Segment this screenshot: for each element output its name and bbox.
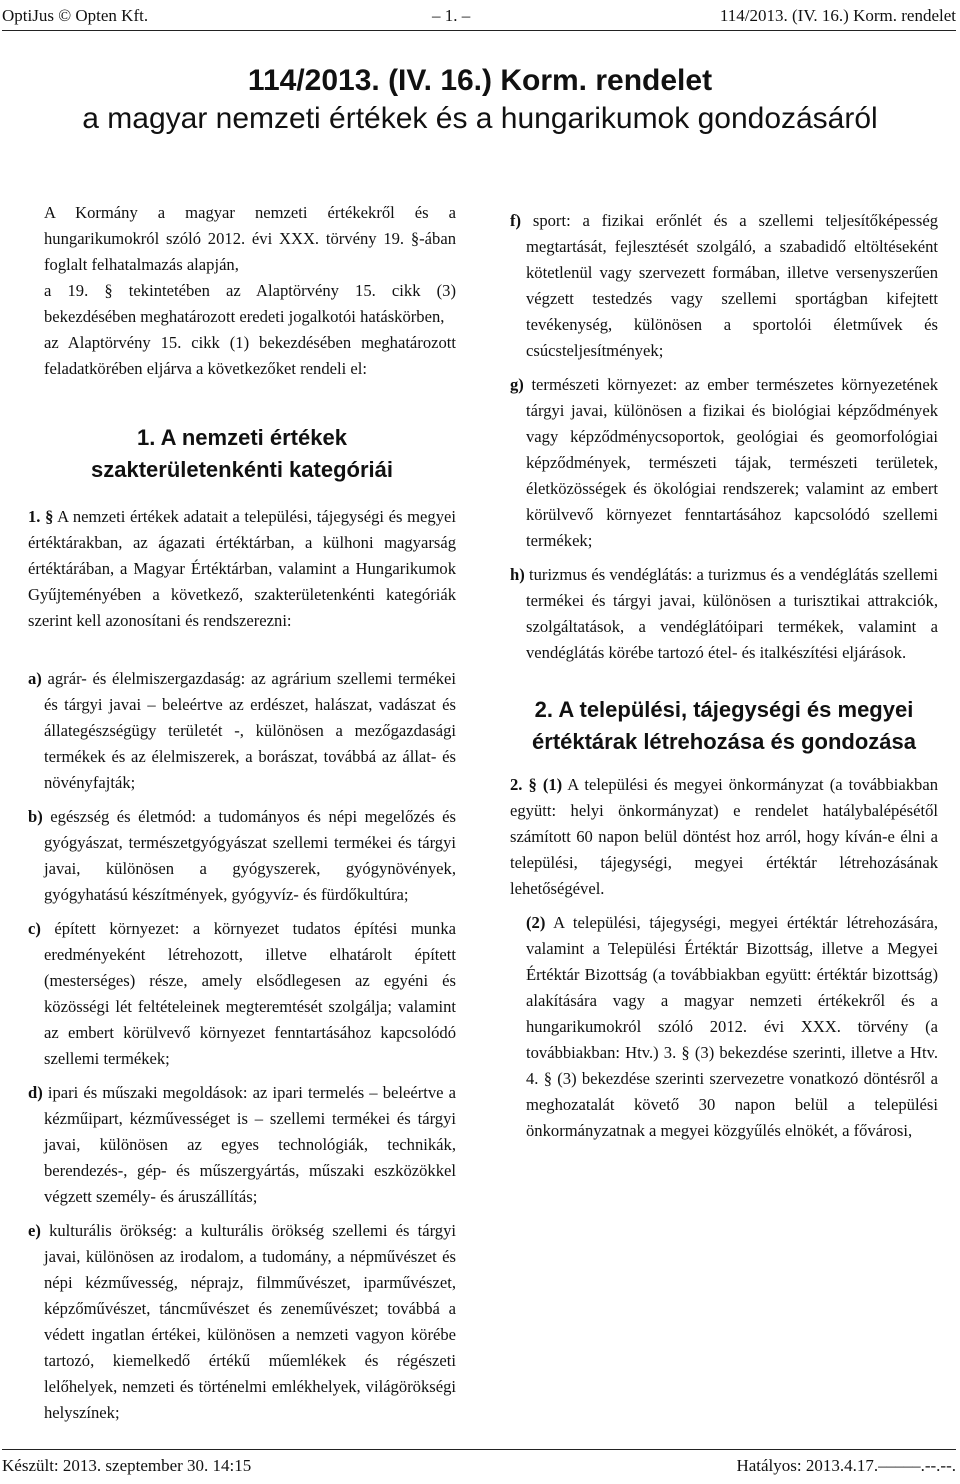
- paragraph-2-1: [510, 772, 938, 902]
- preamble-paragraph: az Alaptörvény 15. cikk (1) bekezdésében meghatározott feladatkörében eljárva a következőket rendeli el:: [44, 333, 456, 378]
- item-text: ipari és műszaki megoldások: az ipari termelés – beleértve a kézműipart, kézművességet is – szellemi termékei és tárgyi javai, különösen az egyes technológiák, technikák, berendezés-, gép- és műszergyártás, műszaki eszközökkel végzett személy- és áruszállítás;: [44, 1083, 456, 1206]
- list-item-e: [28, 1218, 456, 1426]
- paragraph-2-2: [510, 910, 938, 1144]
- item-text: természeti környezet: az ember természetes környezetének tárgyi javai, különösen a fizikai és biológiai képződmények vagy képződménycsoportok, geológiai és geomorfológiai képződmények, természeti tájak, természeti területek, életközösségek és ökológiai rendszerek; valamint az embert körülvevő környezet fenntartásához kapcsolódó szellemi termékek;: [526, 375, 938, 550]
- title-line-2: a magyar nemzeti értékek és a hungarikumok gondozásáról: [82, 102, 878, 135]
- footer-rule: [2, 1449, 956, 1450]
- item-text: sport: a fizikai erőnlét és a szellemi teljesítőképesség megtartását, fejlesztését szolgáló, a szabadidő eltöltéseként kötetlenül vagy szervezett formában, illetve versenyszerűen végzett testedzés vagy szellemi sportágban kifejtett tevékenység, különösen a sportolói életművek és csúcsteljesítmények;: [526, 211, 938, 360]
- item-label: c): [28, 919, 41, 938]
- preamble-paragraph: a 19. § tekintetében az Alaptörvény 15. cikk (3) bekezdésében meghatározott eredeti jogalkotói hatáskörben,: [44, 281, 456, 326]
- paragraph-1: [28, 504, 456, 634]
- subsection-text: A települési, tájegységi, megyei értéktár létrehozására, valamint a Települési Értéktár Bizottság, illetve a Megyei Értéktár Bizottság (a továbbiakban együtt: értéktár bizottság) alakítására vagy a magyar nemzeti értékekről és a hungarikumokról szóló 2012. évi XXX. törvény (a továbbiakban: Htv.) 3. § (3) bekezdése szerinti, illetve a Htv. 4. § (3) bekezdése szerinti szervezetre vonatkozó döntésről a meghozatalát követő 30 napon belül a települési önkormányzatnak a megyei közgyűlés elnökét, a fővárosi,: [526, 913, 938, 1140]
- item-label: a): [28, 669, 42, 688]
- item-text: agrár- és élelmiszergazdaság: az agrárium szellemi termékei és tárgyi javai – beleértve az erdészet, halászat, vadászat és állategészségügy területét -, különösen a mezőgazdasági termékek és az élelmiszerek, a borászat, továbbá az állat- és növényfajták;: [44, 669, 456, 792]
- section-1-heading: [28, 422, 456, 486]
- section-1-heading-line-1: 1. A nemzeti értékek: [137, 425, 347, 450]
- section-2-heading-line-2: értéktárak létrehozása és gondozása: [532, 729, 916, 754]
- list-item-f: [510, 208, 938, 364]
- item-label: h): [510, 565, 525, 584]
- paragraph-text: A nemzeti értékek adatait a települési, tájegységi és megyei értéktárakban, az ágazati értéktárban, a külhoni magyarság értéktárában, a Magyar Értéktárban, valamint a Hungarikumok Gyűjteményében a következő, szakterületenkénti kategóriák szerint kell azonosítani és rendszerezni:: [28, 507, 456, 630]
- header-rule: [2, 30, 956, 31]
- effective-date: Hatályos: 2013.4.17.–––––.--.--.: [736, 1456, 956, 1475]
- left-column: [28, 200, 456, 1426]
- item-label: e): [28, 1221, 41, 1240]
- item-label: f): [510, 211, 522, 230]
- right-column: [510, 200, 938, 1144]
- section-2-heading: [510, 694, 938, 758]
- item-label: g): [510, 375, 524, 394]
- page-number: – 1. –: [432, 6, 471, 25]
- created-timestamp: Készült: 2013. szeptember 30. 14:15: [2, 1456, 252, 1475]
- subsection-label: (1): [542, 775, 563, 794]
- item-label: d): [28, 1083, 43, 1102]
- document-title: [0, 62, 960, 138]
- list-item-g: [510, 372, 938, 554]
- paragraph-number: 2. §: [510, 775, 537, 794]
- section-2-heading-line-1: 2. A települési, tájegységi és megyei: [534, 697, 914, 722]
- subsection-text: A települési és megyei önkormányzat (a továbbiakban együtt: helyi önkormányzat) e rendelet hatálybalépésétől számított 60 napon belül döntést hoz arról, hogy kíván-e élni a települési, tájegységi, megyei értéktár létrehozásának lehetőségével.: [510, 775, 939, 898]
- paragraph-number: 1. §: [28, 507, 54, 526]
- section-1-heading-line-2: szakterületenkénti kategóriái: [90, 457, 393, 482]
- item-label: b): [28, 807, 43, 826]
- list-item-b: [28, 804, 456, 908]
- publisher-label: OptiJus © Opten Kft.: [2, 6, 149, 25]
- list-item-a: [28, 666, 456, 796]
- item-text: kulturális örökség: a kulturális örökség szellemi és tárgyi javai, különösen az irodalom, a tudomány, a népművészet és népi kézművesség, néprajz, filmművészet, iparművészet, képzőművészet, táncművészet és zeneművészet; továbbá a védett ingatlan értékei, különösen a nemzeti vagyon körébe tartozó, kiemelkedő értékű műemlékek és régészeti lelőhelyek, nemzeti és történelmi emlékhelyek, világörökségi helyszínek;: [44, 1221, 457, 1422]
- item-text: egészség és életmód: a tudományos és népi megelőzés és gyógyászat, természetgyógyászat szellemi termékei és tárgyi javai, különösen a gyógyszerek, gyógynövények, gyógyhatású készítmények, gyógyvíz- és fürdőkultúra;: [44, 807, 456, 904]
- subsection-label: (2): [526, 913, 546, 932]
- item-text: épített környezet: a környezet tudatos építési munka eredményeként létrehozott, illetve elhatárolt épített (mesterséges) része, amely elsődlegesen az egyéni és közösségi lét feltételeinek megteremtését szolgálja; valamint az embert körülvevő környezet fenntartásához kapcsolódó szellemi termékek;: [44, 919, 456, 1068]
- item-text: turizmus és vendéglátás: a turizmus és a vendéglátás szellemi termékei és tárgyi javai, különösen a turisztikai attrakciók, szolgáltatások, a vendéglátóipari termékek, valamint a vendéglátás körébe tartozó étel- és italkészítési eljárások.: [526, 565, 938, 662]
- list-item-h: [510, 562, 938, 666]
- header-reference: 114/2013. (IV. 16.) Korm. rendelet: [719, 6, 956, 25]
- preamble-paragraph: A Kormány a magyar nemzeti értékekről és a hungarikumokról szóló 2012. évi XXX. törvény 19. §-ában foglalt felhatalmazás alapján,: [44, 203, 456, 274]
- list-item-d: [28, 1080, 456, 1210]
- title-line-1: 114/2013. (IV. 16.) Korm. rendelet: [247, 64, 713, 97]
- list-item-c: [28, 916, 456, 1072]
